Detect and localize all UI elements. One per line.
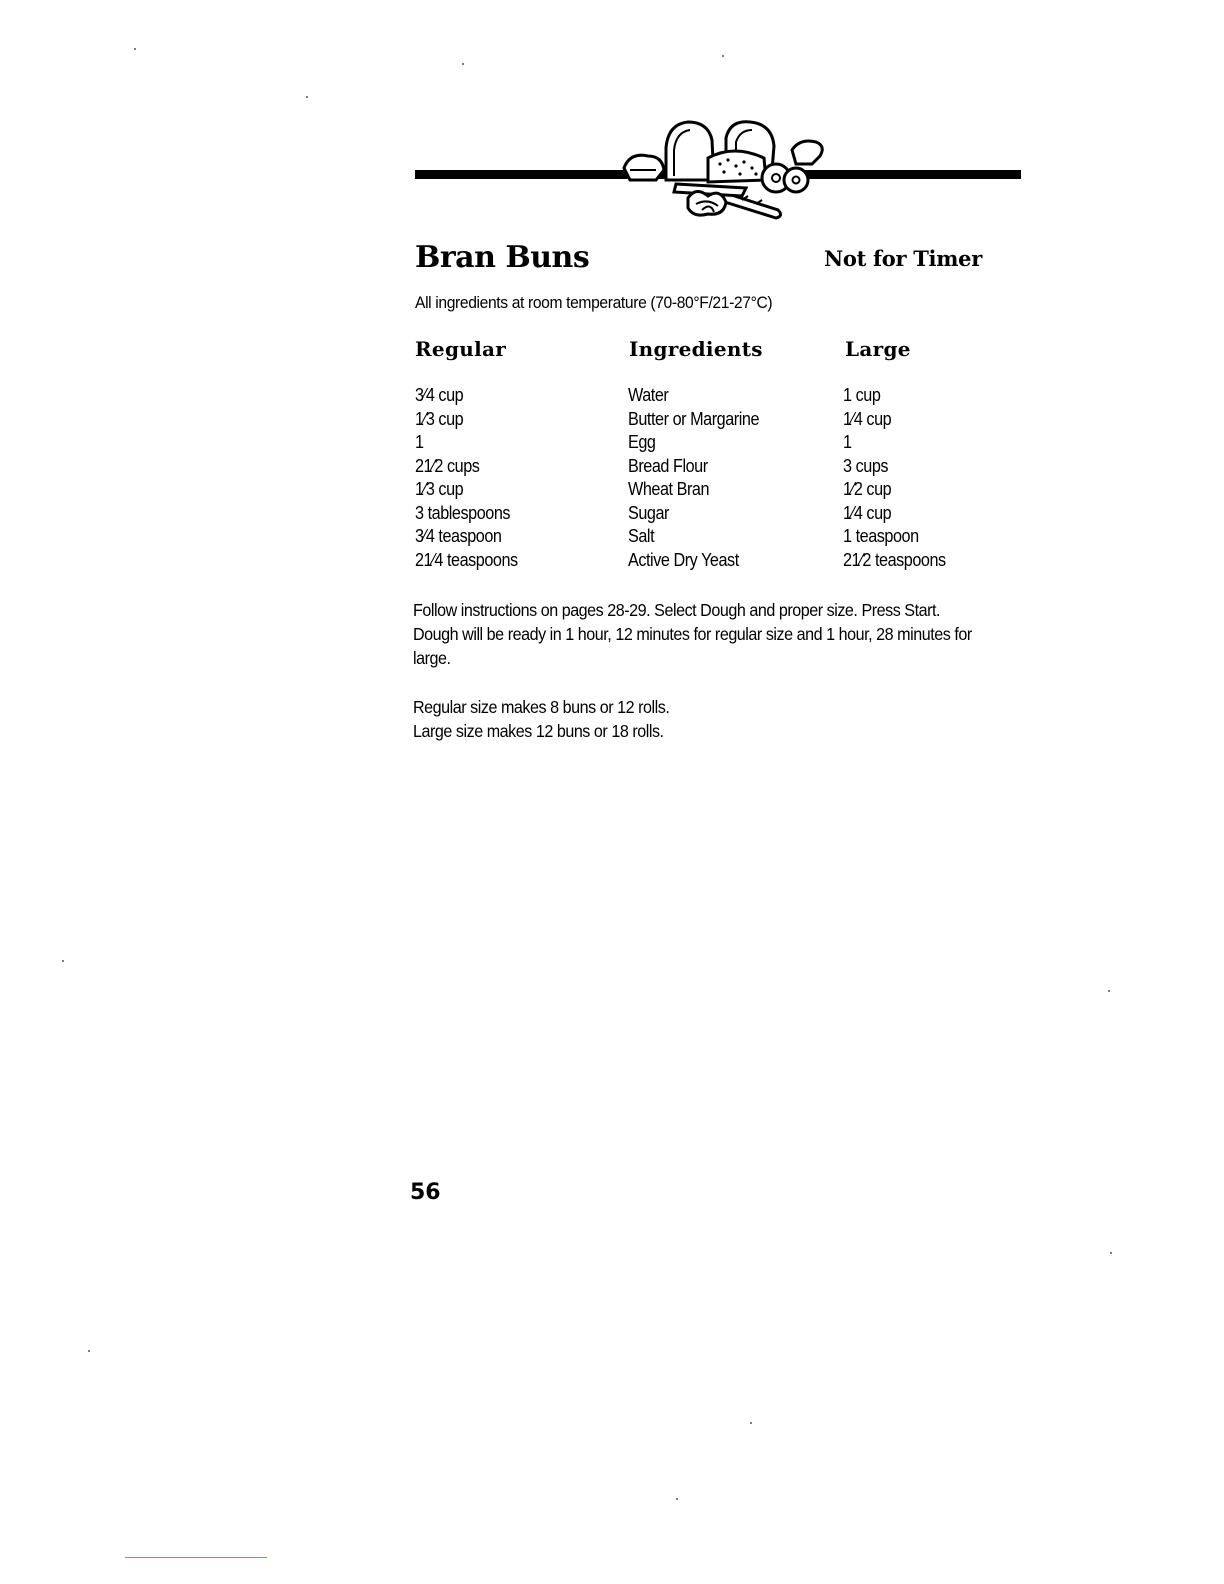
- recipe-title: Bran Buns: [415, 240, 590, 275]
- list-item: Water: [628, 385, 669, 405]
- list-item: 1: [415, 432, 424, 452]
- scan-speck: [62, 960, 64, 962]
- list-item: 21⁄2 teaspoons: [843, 549, 946, 570]
- list-item: Sugar: [628, 502, 669, 523]
- bread-basket-icon: [616, 118, 830, 226]
- list-item: Wheat Bran: [628, 479, 710, 499]
- list-item: 1⁄3 cup: [415, 479, 464, 499]
- list-item: 1 cup: [843, 385, 881, 405]
- yield-large: Large size makes 12 buns or 18 rolls.: [413, 721, 664, 741]
- regular-amounts-list: [415, 384, 518, 572]
- list-item: Egg: [628, 432, 656, 452]
- column-header-regular: Regular: [415, 337, 507, 361]
- list-item: 3 tablespoons: [415, 502, 511, 523]
- page-number: 56: [410, 1180, 441, 1205]
- column-header-large: Large: [845, 337, 911, 361]
- ingredients-list: [628, 384, 759, 572]
- list-item: 21⁄4 teaspoons: [415, 549, 518, 570]
- list-item: 3 cups: [843, 455, 889, 476]
- list-item: Bread Flour: [628, 455, 708, 476]
- scan-speck: [306, 96, 308, 98]
- scan-speck: [462, 63, 464, 65]
- scan-speck: [1110, 1252, 1112, 1254]
- footer-line: [125, 1557, 267, 1558]
- list-item: 1 teaspoon: [843, 526, 919, 546]
- scan-speck: [1108, 990, 1110, 992]
- list-item: Salt: [628, 526, 655, 546]
- list-item: 1⁄4 cup: [843, 502, 892, 523]
- scan-speck: [722, 55, 724, 57]
- scan-speck: [88, 1350, 90, 1352]
- column-header-ingredients: Ingredients: [629, 337, 763, 361]
- intro-text: All ingredients at room temperature (70-80°F/21-27°C): [415, 293, 773, 312]
- list-item: 1: [843, 432, 852, 452]
- list-item: Active Dry Yeast: [628, 549, 739, 570]
- list-item: 1⁄4 cup: [843, 408, 892, 429]
- list-item: 1⁄3 cup: [415, 408, 464, 429]
- timer-note: Not for Timer: [824, 246, 982, 271]
- yield-block: [413, 695, 974, 743]
- scan-speck: [750, 1422, 752, 1424]
- scan-speck: [676, 1498, 678, 1500]
- list-item: 3⁄4 cup: [415, 385, 464, 405]
- large-amounts-list: [843, 384, 946, 572]
- instructions-paragraph: Follow instructions on pages 28-29. Select Dough and proper size. Press Start. Dough will be ready in 1 hour, 12 minutes for regular size and 1 hour, 28 minutes for large.: [413, 600, 972, 668]
- yield-regular: Regular size makes 8 buns or 12 rolls.: [413, 697, 670, 717]
- scan-speck: [134, 48, 136, 50]
- list-item: 21⁄2 cups: [415, 455, 480, 476]
- list-item: 3⁄4 teaspoon: [415, 526, 502, 546]
- list-item: Butter or Margarine: [628, 408, 760, 429]
- list-item: 1⁄2 cup: [843, 479, 892, 499]
